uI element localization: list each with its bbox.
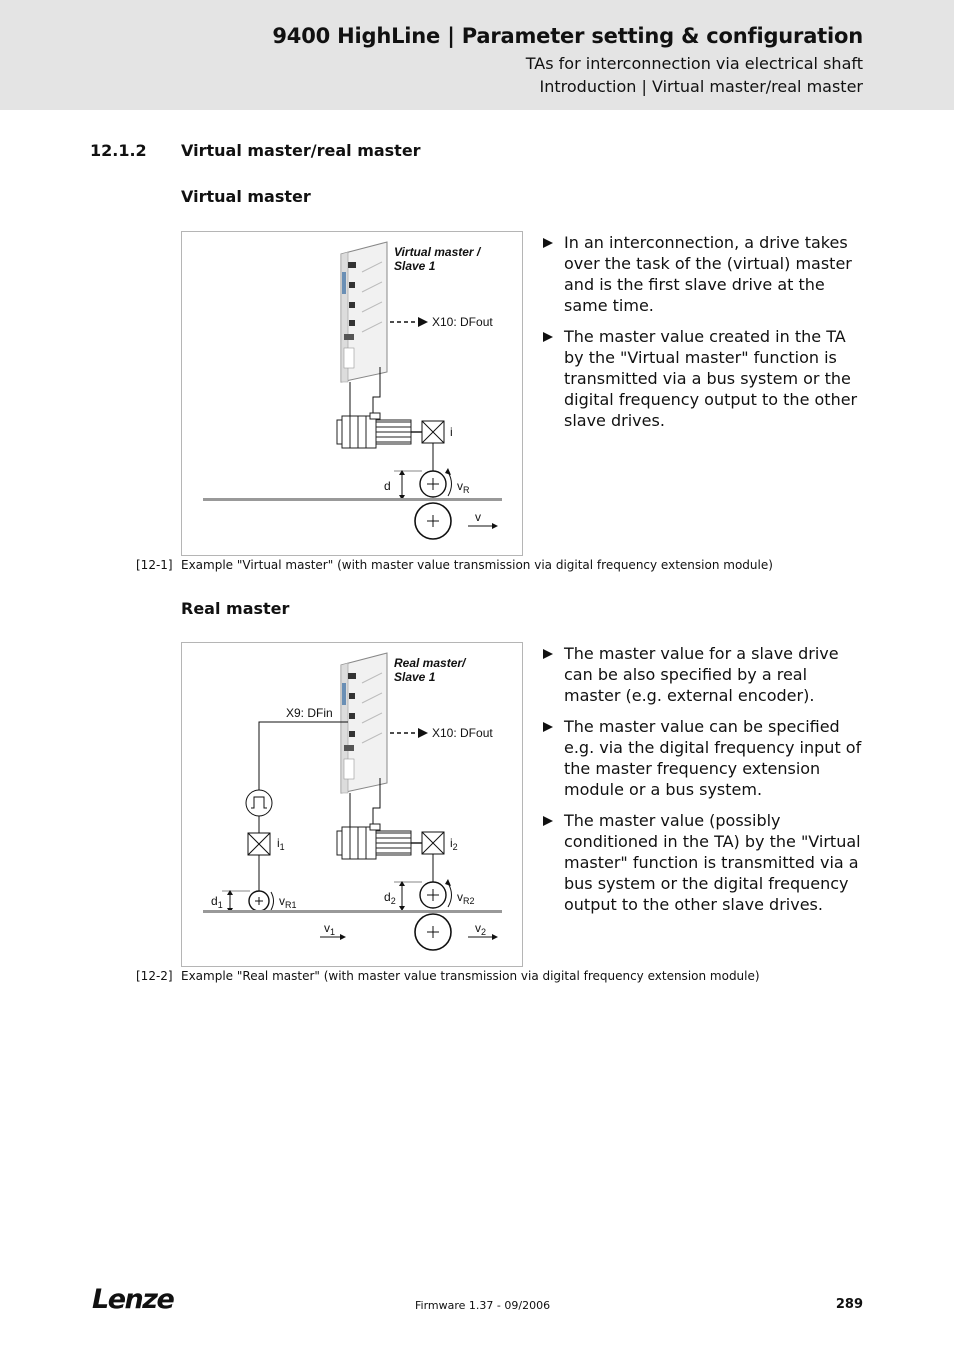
figure-number: [12-2] <box>136 969 173 983</box>
figure-title-line1: Virtual master / <box>394 245 481 259</box>
diameter-2-label: $d_2$ <box>384 890 396 906</box>
dfout-arrow <box>390 728 428 738</box>
speed-1-label: $v_1$ <box>324 921 336 937</box>
dfout-arrow <box>390 317 428 327</box>
roller-large <box>415 914 451 950</box>
bullet-item: The master value (possibly conditioned in the TA) by the "Virtual master" function is transmitted via a bus system or the digital frequency output to the other slave drives. <box>543 810 863 915</box>
ratio-2-label: $i_2$ <box>450 836 458 852</box>
material-web <box>203 498 502 501</box>
bullet-item: In an interconnection, a drive takes over the task of the (virtual) master and is the first slave drive at the same time. <box>543 232 863 316</box>
gearbox-icon <box>422 832 444 854</box>
figure-title-line2: Slave 1 <box>394 670 436 684</box>
page-header <box>0 0 954 110</box>
roller-speed-1-label: $v_{R1}$ <box>279 894 297 910</box>
motor <box>337 413 411 448</box>
roller-small <box>420 882 446 908</box>
dfin-label: X9: DFin <box>286 706 333 720</box>
line-speed-arrow <box>468 523 498 529</box>
bullet-item: The master value created in the TA by the "Virtual master" function is transmitted via a bus system or the digital frequency output to the other slave drives. <box>543 326 863 431</box>
page-number: 289 <box>835 1297 863 1312</box>
bullet-item: The master value for a slave drive can be also specified by a real master (e.g. external encoder). <box>543 643 863 706</box>
motor <box>337 824 411 859</box>
dfout-label: X10: DFout <box>432 726 493 740</box>
triangle-bullet-icon <box>543 238 553 248</box>
diameter-1-label: $d_1$ <box>211 894 223 910</box>
bullet-item: The master value can be specified e.g. via the digital frequency input of the master frequency extension module or a bus system. <box>543 716 863 800</box>
section-number: 12.1.2 <box>90 141 147 160</box>
encoder-pulse-icon <box>246 790 272 816</box>
roller-small <box>420 471 446 497</box>
triangle-bullet-icon <box>543 649 553 659</box>
figure-number: [12-1] <box>136 558 173 572</box>
virtual-master-diagram <box>182 232 522 555</box>
real-master-heading: Real master <box>181 599 290 618</box>
section-subtitle: Introduction | Virtual master/real master <box>539 77 863 96</box>
ratio-1-label: $i_1$ <box>277 836 285 852</box>
roller-speed-2-label: $v_{R2}$ <box>457 890 475 906</box>
encoder-roller <box>249 891 269 911</box>
virtual-master-heading: Virtual master <box>181 187 311 206</box>
diameter-1-arrow <box>222 890 250 913</box>
speed-2-label: $v_2$ <box>475 921 487 937</box>
virtual-master-figure <box>181 231 523 556</box>
firmware-version: Firmware 1.37 - 09/2006 <box>415 1299 551 1312</box>
chapter-subtitle: TAs for interconnection via electrical shaft <box>525 54 863 73</box>
figure-caption: Example "Virtual master" (with master value transmission via digital frequency extension module) <box>181 558 773 572</box>
dfout-label: X10: DFout <box>432 315 493 329</box>
gearbox-icon <box>248 833 270 855</box>
figure-title-line1: Real master/ <box>394 656 466 670</box>
diameter-label: d <box>384 479 391 493</box>
figure-caption: Example "Real master" (with master value transmission via digital frequency extension module) <box>181 969 760 983</box>
roller-speed-label: $v_R$ <box>457 479 470 495</box>
triangle-bullet-icon <box>543 332 553 342</box>
diameter-2-arrow <box>394 881 422 911</box>
section-title: Virtual master/real master <box>181 141 421 160</box>
diameter-arrow <box>394 470 422 500</box>
drive-controller <box>341 653 387 793</box>
triangle-bullet-icon <box>543 722 553 732</box>
real-master-bullets <box>543 643 863 925</box>
virtual-master-bullets <box>543 232 863 441</box>
line-speed-label: v <box>475 510 481 524</box>
material-web <box>203 910 502 913</box>
real-master-figure <box>181 642 523 967</box>
document-title: 9400 HighLine | Parameter setting & configuration <box>272 24 863 48</box>
real-master-diagram <box>182 643 522 966</box>
drive-controller <box>341 242 387 382</box>
figure-title-line2: Slave 1 <box>394 259 436 273</box>
triangle-bullet-icon <box>543 816 553 826</box>
lenze-logo: Lenze <box>92 1284 174 1315</box>
gearbox-icon <box>422 421 444 443</box>
roller-large <box>415 503 451 539</box>
ratio-label: i <box>450 425 453 439</box>
